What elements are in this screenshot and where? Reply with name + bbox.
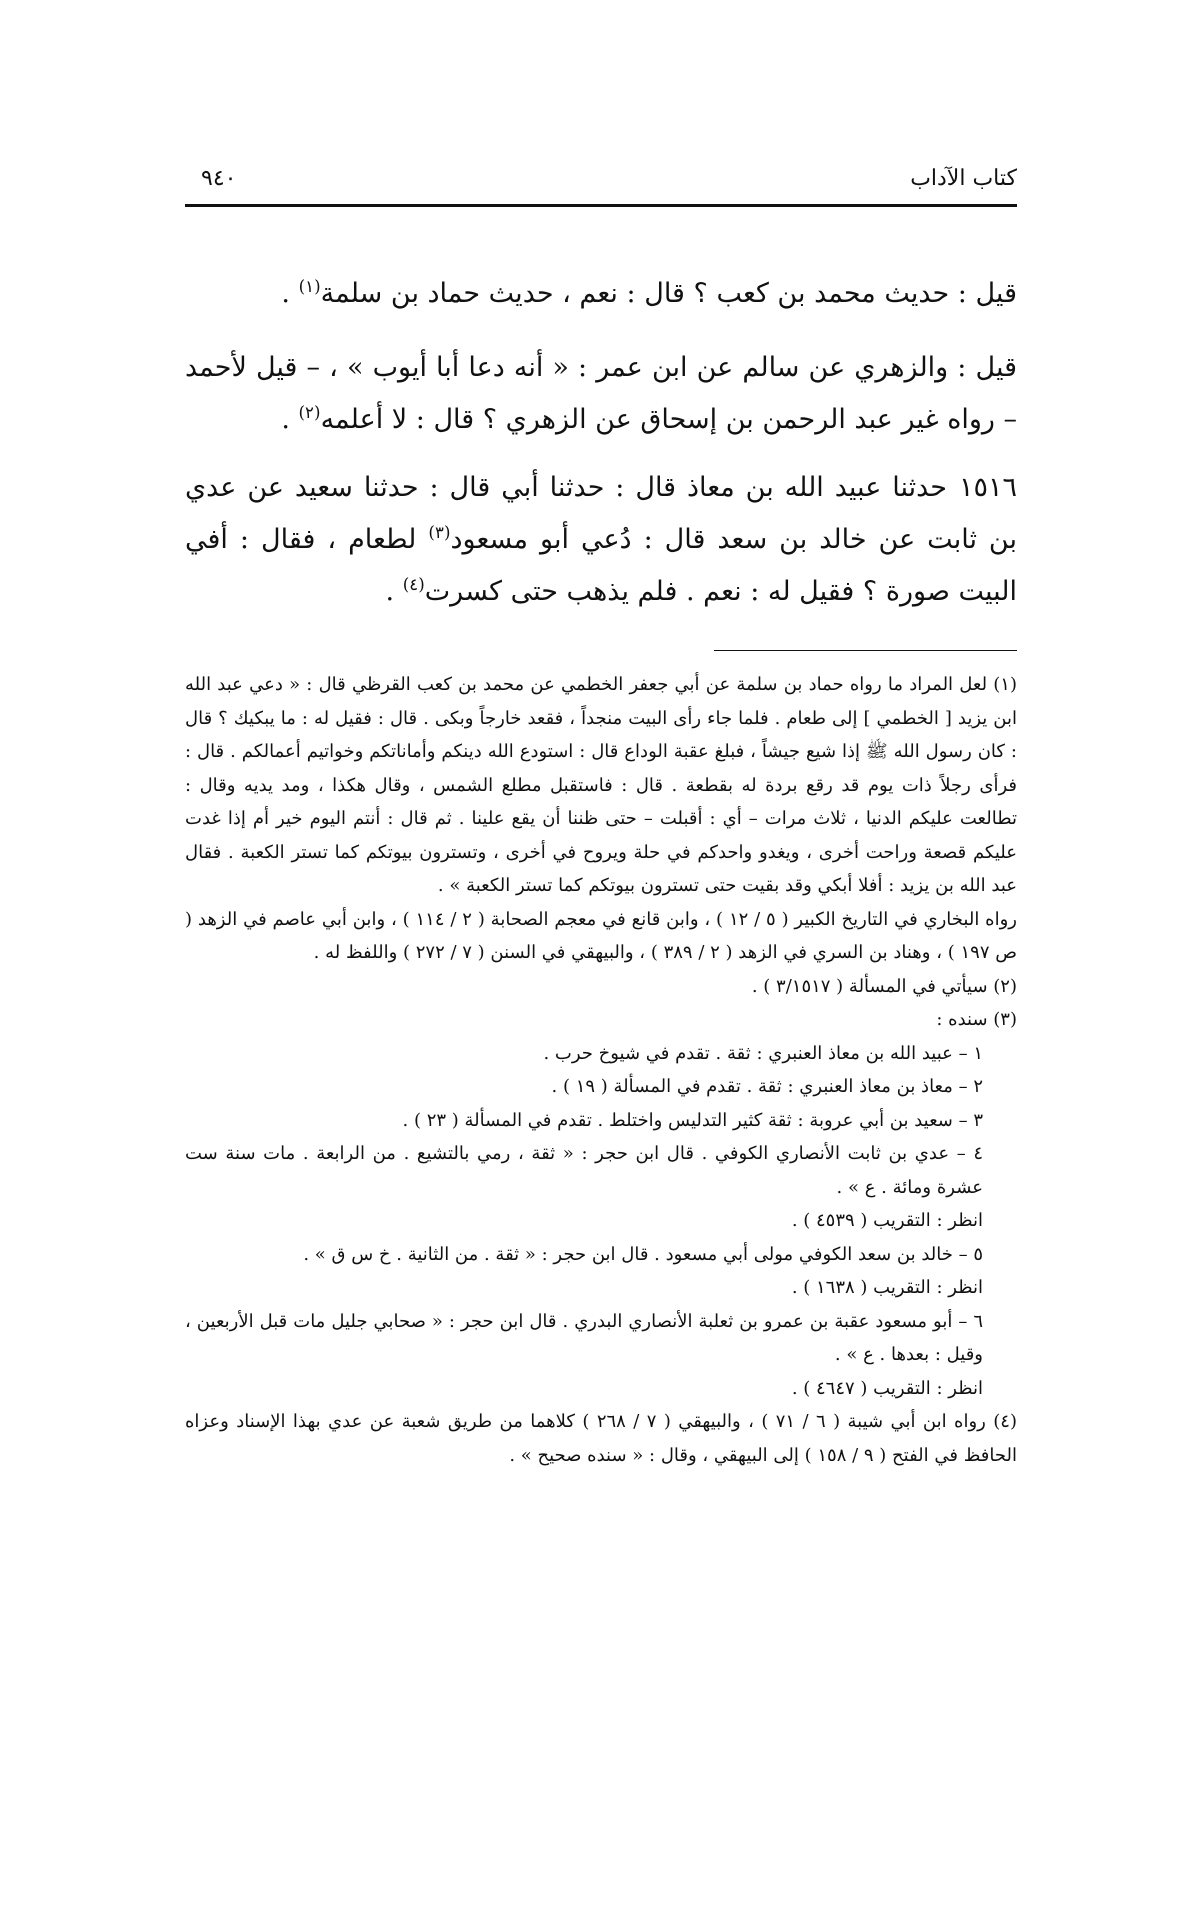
footnote-2: (٢) سيأتي في المسألة ( ٣/١٥١٧ ) . <box>751 975 1017 997</box>
narrator-6-ref: انظر : التقريب ( ٤٦٤٧ ) . <box>791 1377 983 1399</box>
main-paragraph-1 <box>185 268 1017 320</box>
paragraph-text: قيل : حديث محمد بن كعب ؟ قال : نعم ، حديث حماد بن سلمة <box>320 278 1017 309</box>
narrator-4: ٤ – عدي بن ثابت الأنصاري الكوفي . قال ابن حجر : « ثقة ، رمي بالتشيع . من الرابعة . مات سنة ست عشرة ومائة . ع » . <box>185 1143 983 1198</box>
page-number: ٩٤٠ <box>201 166 237 191</box>
book-title: كتاب الآداب <box>910 166 1017 191</box>
narrator-6: ٦ – أبو مسعود عقبة بن عمرو بن ثعلبة الأنصاري البدري . قال ابن حجر : « صحابي جليل مات قبل الأربعين ، وقيل : بعدها . ع » . <box>185 1310 983 1365</box>
hadith-1516 <box>185 462 1017 618</box>
narrator-5: ٥ – خالد بن سعد الكوفي مولى أبي مسعود . قال ابن حجر : « ثقة . من الثانية . خ س ق » . <box>303 1243 983 1265</box>
footnote-ref: (١) <box>298 276 321 296</box>
header-rule <box>185 204 1017 207</box>
footnotes <box>185 668 1017 1472</box>
footnote-separator <box>714 650 1017 651</box>
paragraph-text-continued: لطعام ، فقال : أفي البيت صورة ؟ فقيل له : نعم . فلم يذهب حتى كسرت <box>185 524 1017 607</box>
footnote-ref: (٤) <box>402 574 425 594</box>
narrator-1: ١ – عبيد الله بن معاذ العنبري : ثقة . تقدم في شيوخ حرب . <box>543 1042 983 1064</box>
footnote-1-source: رواه البخاري في التاريخ الكبير ( ٥ / ١٢ ) ، وابن قانع في معجم الصحابة ( ٢ / ١١٤ ) ، وابن أبي عاصم في الزهد ( ص ١٩٧ ) ، وهناد بن السري في الزهد ( ٢ / ٣٨٩ ) ، والبيهقي في السنن ( ٧ / ٢٧٢ ) واللفظ له . <box>185 908 1017 963</box>
paragraph-end: . <box>385 576 403 607</box>
footnote-ref: (٢) <box>298 402 321 422</box>
paragraph-end: . <box>281 278 299 309</box>
running-header <box>185 166 1017 202</box>
footnote-1: (١) لعل المراد ما رواه حماد بن سلمة عن أبي جعفر الخطمي عن محمد بن كعب القرظي قال : « دعي عبد الله ابن يزيد [ الخطمي ] إلى طعام . فلما جاء رأى البيت منجداً ، فقعد خارجاً وبكى . قال : فقيل له : ما يبكيك ؟ قال : كان رسول الله ﷺ إذا شيع جيشاً ، فبلغ عقبة الوداع قال : استودع الله دينكم وأماناتكم وخواتيم أعمالكم . قال : فرأى رجلاً ذات يوم قد رقع بردة له بقطعة . قال : فاستقبل مطلع الشمس ، وقال هكذا ، ومد يديه وقال : تطالعت عليكم الدنيا ، ثلاث مرات – أي : أقبلت – حتى ظننا أن يقع علينا . ثم قال : أنتم اليوم خير أم إذا غدت عليكم قصعة وراحت أخرى ، ويغدو واحدكم في حلة ويروح في أخرى ، وتسترون بيوتكم كما تستر الكعبة . فقال عبد الله بن يزيد : أفلا أبكي وقد بقيت حتى تسترون بيوتكم كما تستر الكعبة » . <box>185 674 1017 896</box>
main-paragraph-2 <box>185 342 1017 446</box>
footnote-ref: (٣) <box>428 522 451 542</box>
narrator-2: ٢ – معاذ بن معاذ العنبري : ثقة . تقدم في المسألة ( ١٩ ) . <box>551 1076 983 1097</box>
paragraph-text: حدثنا عبيد الله بن معاذ قال : حدثنا أبي قال : حدثنا سعيد عن عدي بن ثابت عن خالد بن سعد قال : دُعي أبو مسعود <box>185 472 1018 555</box>
paragraph-end: . <box>281 404 299 435</box>
narrator-5-ref: انظر : التقريب ( ١٦٣٨ ) . <box>791 1277 983 1298</box>
hadith-number: ١٥١٦ <box>958 472 1017 503</box>
narrator-4-ref: انظر : التقريب ( ٤٥٣٩ ) . <box>791 1210 983 1231</box>
narrator-3: ٣ – سعيد بن أبي عروبة : ثقة كثير التدليس واختلط . تقدم في المسألة ( ٢٣ ) . <box>402 1109 983 1131</box>
footnote-3-heading: (٣) سنده : <box>936 1009 1017 1030</box>
footnote-4: (٤) رواه ابن أبي شيبة ( ٦ / ٧١ ) ، والبيهقي ( ٧ / ٢٦٨ ) كلاهما من طريق شعبة عن عدي بهذا الإسناد وعزاه الحافظ في الفتح ( ٩ / ١٥٨ ) إلى البيهقي ، وقال : « سنده صحيح » . <box>185 1411 1017 1466</box>
paragraph-text: قيل : والزهري عن سالم عن ابن عمر : « أنه دعا أبا أيوب » ، – قيل لأحمد – رواه غير عبد الرحمن بن إسحاق عن الزهري ؟ قال : لا أعلمه <box>185 352 1017 435</box>
